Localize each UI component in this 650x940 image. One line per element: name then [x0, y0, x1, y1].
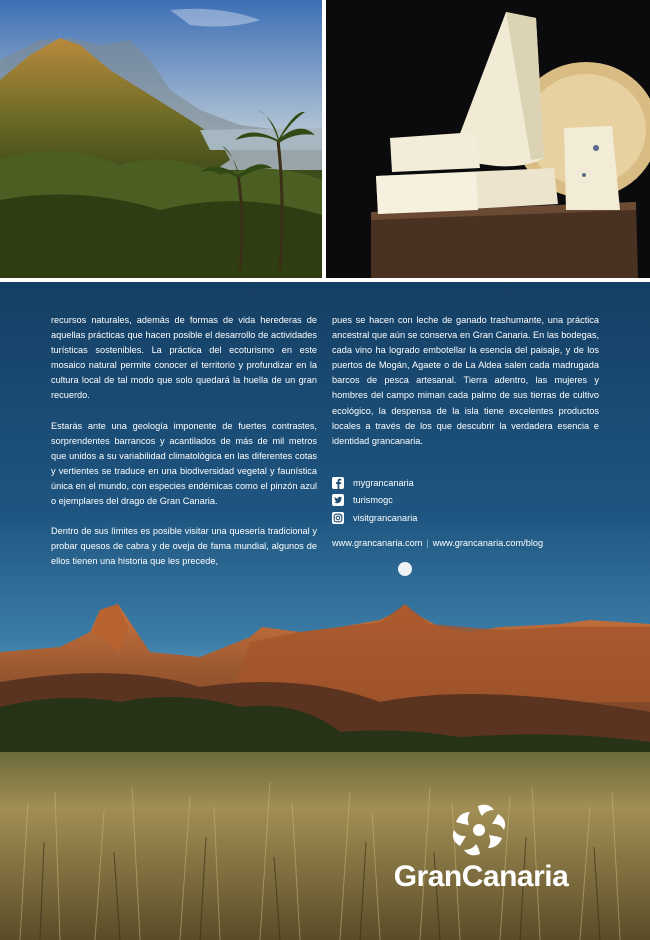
- twitter-link[interactable]: [332, 492, 417, 510]
- facebook-handle: mygrancanaria: [353, 477, 414, 488]
- website-link[interactable]: www.grancanaria.com: [332, 538, 423, 548]
- instagram-handle: visitgrancanaria: [353, 512, 418, 523]
- grancanaria-logo: [376, 800, 586, 900]
- social-links: [332, 474, 417, 527]
- instagram-icon: [332, 512, 344, 524]
- grancanaria-logo-text: GranCanaria: [393, 860, 569, 893]
- grancanaria-logo-mark: [448, 802, 510, 858]
- left-text-column: [51, 313, 317, 584]
- twitter-icon: [332, 494, 344, 506]
- twitter-handle: turismogc: [353, 495, 393, 506]
- paragraph-productos: pues se hacen con leche de ganado trashumante, una práctica ancestral que aún se conserva en Gran Canaria. En las bodegas, cada vino ha logrado embotellar la esencia del paisaje, y de los puertos de Mogán, Agaete o de La Aldea salen cada madrugada barcos de pesca artesanal. Tierra adentro, las mujeres y hombres del campo miman cada palmo de sus tierras de cultivo ecológico, la despensa de la isla tiene excelentes productos locales a través de los que descubrir la verdadera esencia e identidad grancanaria.: [332, 315, 599, 446]
- cheese-photo: [326, 0, 650, 278]
- right-text-column: [332, 313, 599, 464]
- link-separator: |: [426, 538, 429, 548]
- paragraph-geologia: Estarás ante una geología imponente de fuertes contrastes, sorprendentes barrancos y acantilados de más de mil metros que unidos a su variabilidad climatológica en las diferentes cotas y vertientes se traduce en una biodiversidad vegetal y faunística única en el mundo, con especies endémicas como el pinzón azul o ejemplares del drago de Gran Canaria.: [51, 420, 317, 507]
- paragraph-ecoturismo: recursos naturales, además de formas de vida herederas de aquellas prácticas que hacen posible el desarrollo de actividades turísticas sostenibles. La práctica del ecoturismo en este mosaico natural permite conocer el territorio y profundizar en la cultura local de tal modo que solo quedará la huella de un gran recuerdo.: [51, 315, 317, 401]
- blog-link[interactable]: www.grancanaria.com/blog: [432, 538, 544, 548]
- facebook-link[interactable]: [332, 474, 417, 492]
- mountain-palms-photo: [0, 0, 322, 278]
- instagram-link[interactable]: [332, 509, 417, 527]
- web-links: [332, 538, 543, 548]
- facebook-icon: [332, 477, 344, 489]
- paragraph-queseria: Dentro de sus límites es posible visitar una quesería tradicional y probar quesos de cabra y de oveja de fama mundial, algunos de ellos tienen una historia que les precede,: [51, 526, 317, 567]
